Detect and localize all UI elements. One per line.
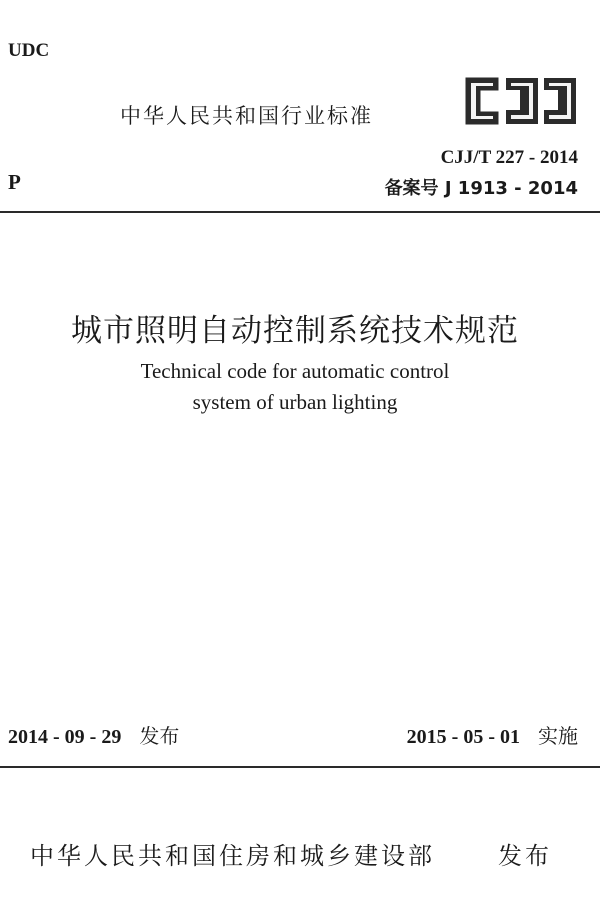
cjj-logo: [462, 72, 578, 130]
issue-date-block: [8, 720, 179, 749]
title-english-line-2: system of urban lighting: [192, 390, 398, 414]
filing-number: 备案号 J 1913 - 2014: [384, 178, 578, 199]
ministry-name: 中华人民共和国住房和城乡建设部: [30, 842, 435, 870]
cjj-logo-graphic: [462, 72, 578, 130]
udc-label: UDC: [8, 40, 50, 61]
standard-code: CJJ/T 227 - 2014: [440, 147, 578, 168]
category-letter: P: [8, 170, 21, 194]
top-divider: [0, 211, 600, 213]
title-chinese: 城市照明自动控制系统技术规范: [71, 313, 519, 349]
issue-date: 2014 - 09 - 29: [8, 726, 122, 748]
implement-date: 2015 - 05 - 01: [406, 726, 520, 748]
industry-standard-title: 中华人民共和国行业标准: [120, 104, 373, 128]
implement-label: 实施: [538, 724, 578, 748]
title-english: [0, 356, 590, 418]
implement-date-block: [407, 720, 578, 749]
title-english-line-1: Technical code for automatic control: [140, 359, 450, 383]
issue-label: 发布: [139, 724, 180, 748]
bottom-divider: [0, 766, 600, 768]
ministry-release-label: 发布: [498, 842, 552, 870]
